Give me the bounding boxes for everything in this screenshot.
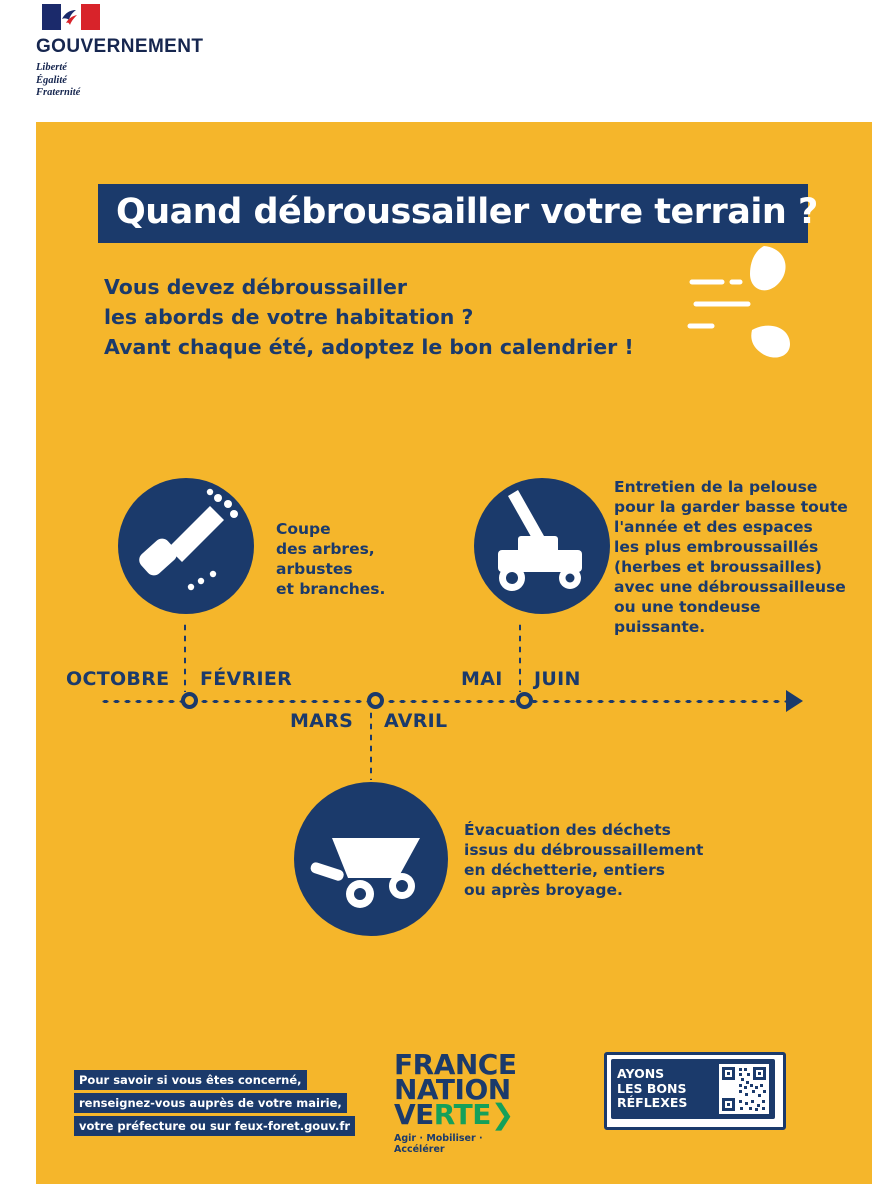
timeline-axis (100, 698, 816, 704)
intro-line-1: Vous devez débroussailler (104, 275, 408, 299)
reflexes-badge-inner (611, 1059, 775, 1119)
motto-line-2: Égalité (36, 74, 67, 86)
fnv-tagline: Agir · Mobiliser · Accélérer (394, 1133, 483, 1155)
poster-panel (36, 122, 872, 1184)
timeline-node-1 (181, 692, 198, 709)
item-2-line-1: Entretien de la pelouse (614, 478, 818, 496)
fnv-f: F (394, 1048, 413, 1081)
connector-top-right (518, 622, 522, 692)
motto-line-3: Fraternité (36, 87, 81, 98)
reflexes-badge (604, 1052, 786, 1130)
footer-note-line-3[interactable]: votre préfecture ou sur feux-foret.gouv.fr (74, 1116, 355, 1136)
item-1-line-3: arbustes (276, 560, 353, 578)
item-2-line-6: avec une débroussailleuse (614, 578, 846, 596)
item-3-text (464, 820, 724, 900)
item-2-line-2: pour la garder basse toute (614, 498, 848, 516)
timeline-dotted-line (100, 699, 790, 704)
month-label-octobre: OCTOBRE (66, 668, 170, 690)
intro-line-3: Avant chaque été, adoptez le bon calendrier ! (104, 335, 634, 359)
month-label-juin: JUIN (534, 668, 581, 690)
saw-icon (118, 478, 254, 614)
item-1-line-2: des arbres, (276, 540, 375, 558)
government-header (36, 4, 336, 100)
timeline-node-3 (516, 692, 533, 709)
fnv-rance: RANCE (412, 1048, 517, 1081)
fnv-line-3 (394, 1098, 524, 1131)
timeline-node-2 (367, 692, 384, 709)
item-1-line-1: Coupe (276, 520, 331, 538)
fnv-ve: VE (394, 1098, 434, 1131)
motto-line-1: Liberté (36, 62, 67, 73)
fnv-rte: RTE (433, 1098, 491, 1131)
item-2-text (614, 477, 854, 637)
republic-motto (36, 62, 336, 100)
saw-circle (118, 478, 254, 614)
month-label-mai: MAI (461, 668, 503, 690)
page-title: Quand débroussailler votre terrain ? (116, 192, 818, 232)
item-2-line-7: ou une tondeuse puissante. (614, 598, 761, 636)
wheelbarrow-circle (294, 782, 448, 936)
month-label-avril: AVRIL (384, 710, 448, 732)
item-1-line-4: et branches. (276, 580, 386, 598)
mower-circle (474, 478, 610, 614)
gouvernement-wordmark: GOUVERNEMENT (36, 36, 204, 57)
reflexes-text (617, 1067, 719, 1111)
qr-code-icon[interactable] (719, 1064, 769, 1114)
item-3-line-3: en déchetterie, entiers (464, 861, 666, 879)
lawn-mower-icon (474, 478, 610, 614)
poster-title-bar (98, 184, 818, 243)
reflexes-line-2: LES BONS (617, 1080, 687, 1096)
item-2-line-4: les plus embroussaillés (614, 538, 819, 556)
footer-note-line-1: Pour savoir si vous êtes concerné, (74, 1070, 307, 1090)
item-1-text (276, 519, 446, 599)
intro-text (104, 272, 684, 362)
connector-top-left (183, 622, 187, 692)
footer-note-line-2: renseignez-vous auprès de votre mairie, (74, 1093, 347, 1113)
reflexes-line-3: RÉFLEXES (617, 1095, 688, 1111)
fnv-arrow-icon: ❯ (490, 1098, 514, 1131)
timeline-arrow-icon (786, 690, 803, 712)
month-label-fevrier: FÉVRIER (200, 668, 293, 690)
footer-note (74, 1070, 364, 1139)
item-3-line-1: Évacuation des déchets (464, 821, 671, 839)
wheelbarrow-icon (294, 782, 448, 936)
reflexes-line-1: AYONS (617, 1066, 665, 1082)
item-3-line-4: ou après broyage. (464, 881, 623, 899)
intro-line-2: les abords de votre habitation ? (104, 305, 474, 329)
item-2-line-3: l'année et des espaces (614, 518, 813, 536)
marianne-logo-icon (42, 4, 100, 30)
item-2-line-5: (herbes et broussailles) (614, 558, 822, 576)
france-nation-verte-logo (394, 1048, 524, 1155)
connector-bottom-mid (369, 710, 373, 780)
item-3-line-2: issus du débroussaillement (464, 841, 704, 859)
fnv-line-2: NATION (394, 1073, 511, 1106)
leaves-wind-icon (686, 242, 806, 362)
month-label-mars: MARS (290, 710, 354, 732)
